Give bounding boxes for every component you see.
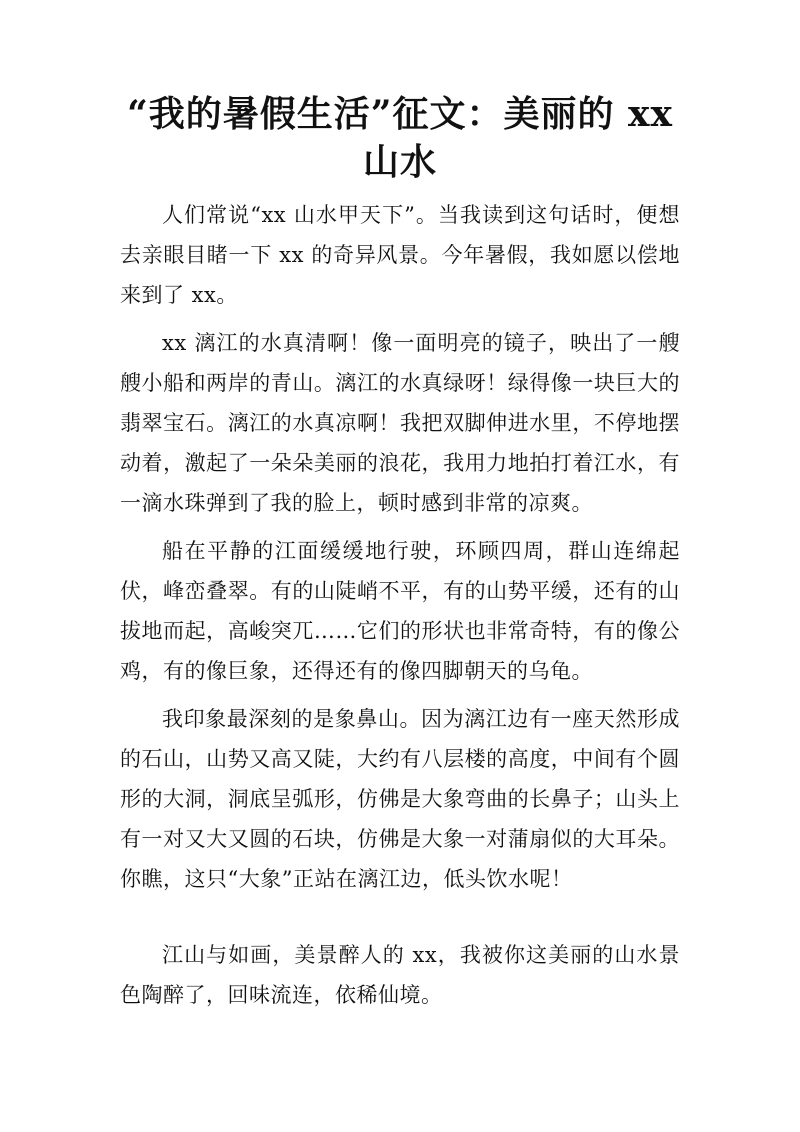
paragraph-elephant-trunk-hill: 我印象最深刻的是象鼻山。因为漓江边有一座天然形成的石山，山势又高又陡，大约有八层楼的高度，中间有个圆形的大洞，洞底呈弧形，仿佛是大象弯曲的长鼻子；山头上有一对又大又圆的石块，仿佛是大象一对蒲扇似的大耳朵。你瞧，这只“大象”正站在漓江边，低头饮水呢！ — [120, 707, 680, 891]
paragraph-lijiang-water: xx 漓江的水真清啊！像一面明亮的镜子，映出了一艘艘小船和两岸的青山。漓江的水真绿呀！绿得像一块巨大的翡翠宝石。漓江的水真凉啊！我把双脚伸进水里，不停地摆动着，激起了一朵朵美丽的浪花，我用力地拍打着江水，有一滴水珠弹到了我的脸上，顿时感到非常的凉爽。 — [120, 331, 680, 515]
paragraph-intro: 人们常说“xx 山水甲天下”。当我读到这句话时，便想去亲眼目睹一下 xx 的奇异风景。今年暑假，我如愿以偿地来到了 xx。 — [120, 203, 680, 307]
paragraph-mountains: 船在平静的江面缓缓地行驶，环顾四周，群山连绵起伏，峰峦叠翠。有的山陡峭不平，有的山势平缓，还有的山拔地而起，高峻突兀……它们的形状也非常奇特，有的像公鸡，有的像巨象，还得还有的像四脚朝天的乌龟。 — [120, 539, 680, 683]
essay-body — [120, 195, 680, 1023]
paragraph-conclusion: 江山与如画，美景醉人的 xx，我被你这美丽的山水景色陶醉了，回味流连，依稀仙境。 — [120, 943, 680, 1007]
page-title: “我的暑假生活”征文：美丽的 xx 山水 — [127, 93, 673, 183]
